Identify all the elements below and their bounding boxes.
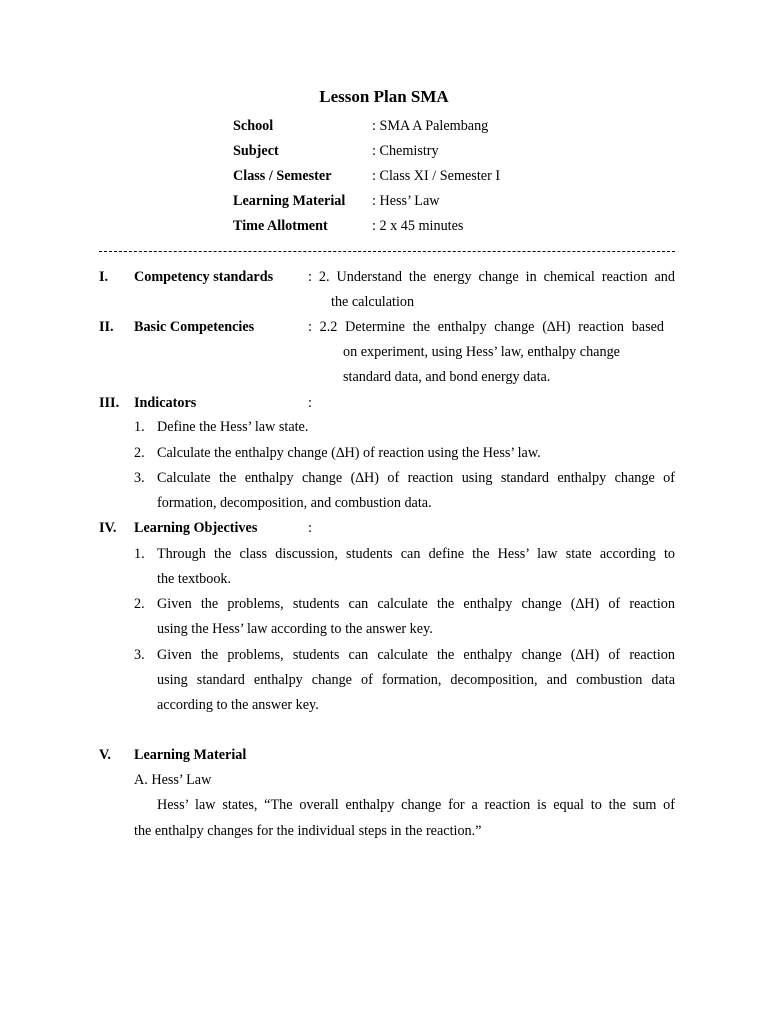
objective-3-number: 3.: [134, 647, 145, 663]
page-title: Lesson Plan SMA: [319, 87, 449, 106]
indicator-1-text: Define the Hess’ law state.: [157, 419, 309, 435]
indicator-2-number: 2.: [134, 445, 145, 461]
section-1-number: I.: [99, 269, 109, 285]
objective-1-text-line2: the textbook.: [157, 571, 232, 587]
section-2-text-line1: : 2.2 Determine the enthalpy change (∆H) reaction based: [308, 319, 664, 335]
info-value-class: : Class XI / Semester I: [372, 168, 501, 184]
section-4-title: Learning Objectives: [134, 520, 258, 536]
info-label-time: Time Allotment: [233, 218, 328, 234]
section-2-number: II.: [99, 319, 114, 335]
section-3-colon: :: [308, 395, 312, 411]
section-5-title: Learning Material: [134, 747, 247, 763]
objective-3-text-line1: Given the problems, students can calculate the enthalpy change (∆H) of reaction: [157, 647, 675, 663]
info-label-material: Learning Material: [233, 193, 346, 209]
section-5-paragraph-line2: the enthalpy changes for the individual steps in the reaction.”: [134, 823, 482, 839]
objective-1-text-line1: Through the class discussion, students can define the Hess’ law state according to: [157, 546, 675, 562]
objective-2-text-line2: using the Hess’ law according to the answer key.: [157, 621, 433, 637]
section-4-colon: :: [308, 520, 312, 536]
section-5-subheading: A. Hess’ Law: [134, 772, 212, 788]
info-value-material: : Hess’ Law: [372, 193, 440, 209]
indicator-3-text-line1: Calculate the enthalpy change (∆H) of reaction using standard enthalpy change of: [157, 470, 675, 486]
info-label-school: School: [233, 118, 274, 134]
section-1-text-line1: : 2. Understand the energy change in chemical reaction and: [308, 269, 675, 285]
objective-1-number: 1.: [134, 546, 145, 562]
section-1-title: Competency standards: [134, 269, 274, 285]
section-2-text-line3: standard data, and bond energy data.: [343, 369, 551, 385]
section-5-paragraph-line1: Hess’ law states, “The overall enthalpy change for a reaction is equal to the sum of: [157, 797, 675, 813]
indicator-1-number: 1.: [134, 419, 145, 435]
objective-3-text-line3: according to the answer key.: [157, 697, 319, 713]
dashed-divider: [99, 251, 675, 252]
objective-2-number: 2.: [134, 596, 145, 612]
objective-3-text-line2: using standard enthalpy change of formation, decomposition, and combustion data: [157, 672, 675, 688]
info-value-time: : 2 x 45 minutes: [372, 218, 464, 234]
section-3-title: Indicators: [134, 395, 197, 411]
indicator-2-text: Calculate the enthalpy change (∆H) of reaction using the Hess’ law.: [157, 445, 541, 461]
section-4-number: IV.: [99, 520, 117, 536]
objective-2-text-line1: Given the problems, students can calculate the enthalpy change (∆H) of reaction: [157, 596, 675, 612]
indicator-3-text-line2: formation, decomposition, and combustion data.: [157, 495, 432, 511]
info-label-subject: Subject: [233, 143, 279, 159]
section-3-number: III.: [99, 395, 120, 411]
section-5-number: V.: [99, 747, 111, 763]
section-2-title: Basic Competencies: [134, 319, 255, 335]
info-value-subject: : Chemistry: [372, 143, 439, 159]
section-1-text-line2: the calculation: [331, 294, 415, 310]
info-label-class: Class / Semester: [233, 168, 332, 184]
section-2-text-line2: on experiment, using Hess’ law, enthalpy change: [343, 344, 620, 360]
info-value-school: : SMA A Palembang: [372, 118, 489, 134]
indicator-3-number: 3.: [134, 470, 145, 486]
